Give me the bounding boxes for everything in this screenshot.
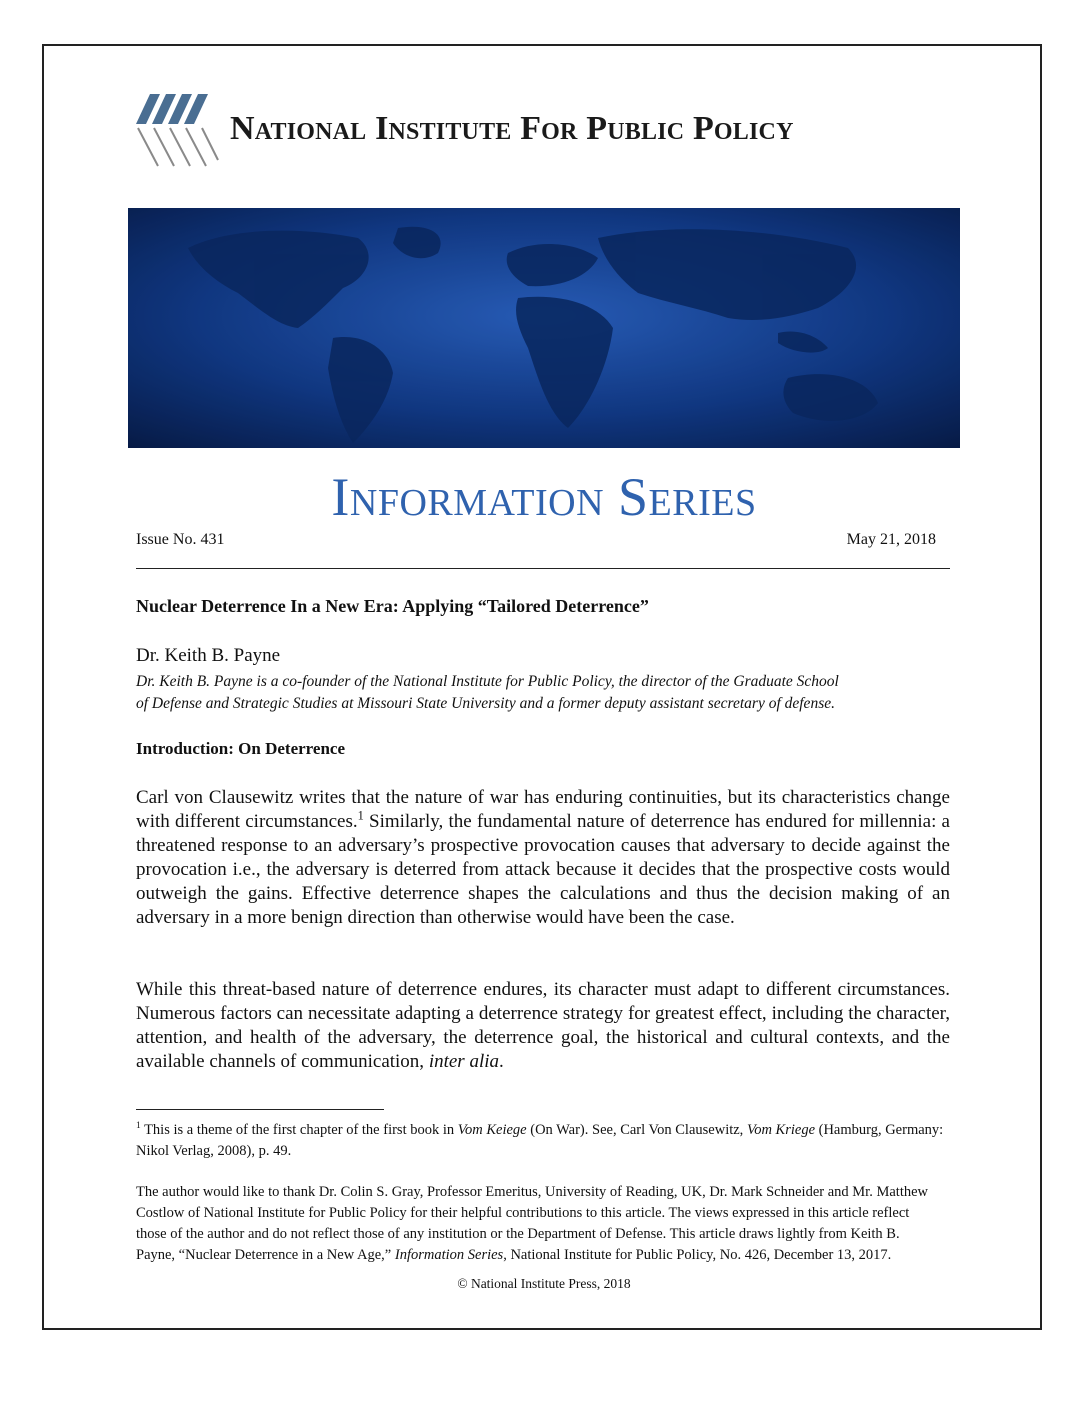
footnote-text: (On War). See, Carl Von Clausewitz, — [526, 1122, 747, 1138]
issue-date: May 21, 2018 — [846, 531, 936, 548]
footnote-text: This is a theme of the first chapter of the first book in — [140, 1122, 458, 1138]
footnote-number: 1 — [136, 1121, 141, 1132]
series-title: Information Series — [331, 467, 757, 527]
footnote-italic: Vom Keiege — [457, 1122, 527, 1138]
ack-italic: Information Series — [394, 1247, 504, 1263]
footnote — [136, 1120, 950, 1162]
author-bio-line: Dr. Keith B. Payne is a co-founder of the National Institute for Public Policy, the director of the Graduate School — [136, 673, 839, 690]
world-map-banner — [128, 208, 960, 448]
copyright: © National Institute Press, 2018 — [457, 1276, 631, 1291]
body-paragraph — [136, 786, 950, 930]
footnote-italic: Vom Kriege — [746, 1122, 815, 1138]
footnote-divider — [136, 1109, 384, 1110]
article-title: Nuclear Deterrence In a New Era: Applying “Tailored Deterrence” — [136, 596, 649, 616]
section-heading: Introduction: On Deterrence — [136, 739, 346, 758]
body-paragraph — [136, 978, 950, 1074]
paragraph-text: . — [499, 1051, 504, 1072]
stripes-logo-icon — [136, 94, 220, 168]
author-bio — [136, 671, 950, 715]
footnote-ref[interactable]: 1 — [357, 808, 364, 823]
paragraph-italic: inter alia — [428, 1051, 500, 1072]
ack-text: The author would like to thank Dr. Colin S. Gray, Professor Emeritus, University of Reading, UK, Dr. Mark Schneider and Mr. Matthew Costlow of National Institute for Public Policy for their helpful contributions to this article. The views expressed in this article reflect those of the author and do not reflect those of any institution or the Department of Defense. This article draws lightly from Keith B. Payne, “Nuclear Deterrence in a New Age,” — [136, 1184, 928, 1263]
paragraph-text: While this threat-based nature of deterrence endures, its character must adapt to different circumstances. Numerous factors can necessitate adapting a deterrence strategy for greatest effect, including the character, attention, and health of the adversary, the deterrence goal, the historical and cultural contexts, and the available channels of communication, — [136, 979, 950, 1072]
issue-number: Issue No. 431 — [136, 531, 225, 548]
header-divider — [136, 568, 950, 569]
author-bio-line: of Defense and Strategic Studies at Missouri State University and a former deputy assistant secretary of defense. — [136, 695, 835, 712]
world-map-image — [128, 208, 960, 448]
org-name: National Institute For Public Policy — [230, 110, 794, 147]
footnote-text: (Hamburg, Germany: Nikol Verlag, 2008), p. 49. — [136, 1122, 944, 1159]
ack-text: , National Institute for Public Policy, No. 426, December 13, 2017. — [503, 1247, 892, 1263]
paragraph-text: Similarly, the fundamental nature of deterrence has endured for millennia: a threatened response to an adversary’s prospective provocation causes that adversary to decide against the provocation i.e., the adversary is deterred from attack because it decides that the prospective costs would outweigh the gains. Effective deterrence shapes the calculations and thus the decision making of an adversary in a more benign direction than otherwise would have been the case. — [136, 811, 950, 928]
paragraph-text: Carl von Clausewitz writes that the nature of war has enduring continuities, but its characteristics change with different circumstances. — [136, 787, 950, 832]
acknowledgment — [136, 1182, 936, 1266]
author-name: Dr. Keith B. Payne — [136, 645, 281, 666]
header — [136, 94, 956, 174]
